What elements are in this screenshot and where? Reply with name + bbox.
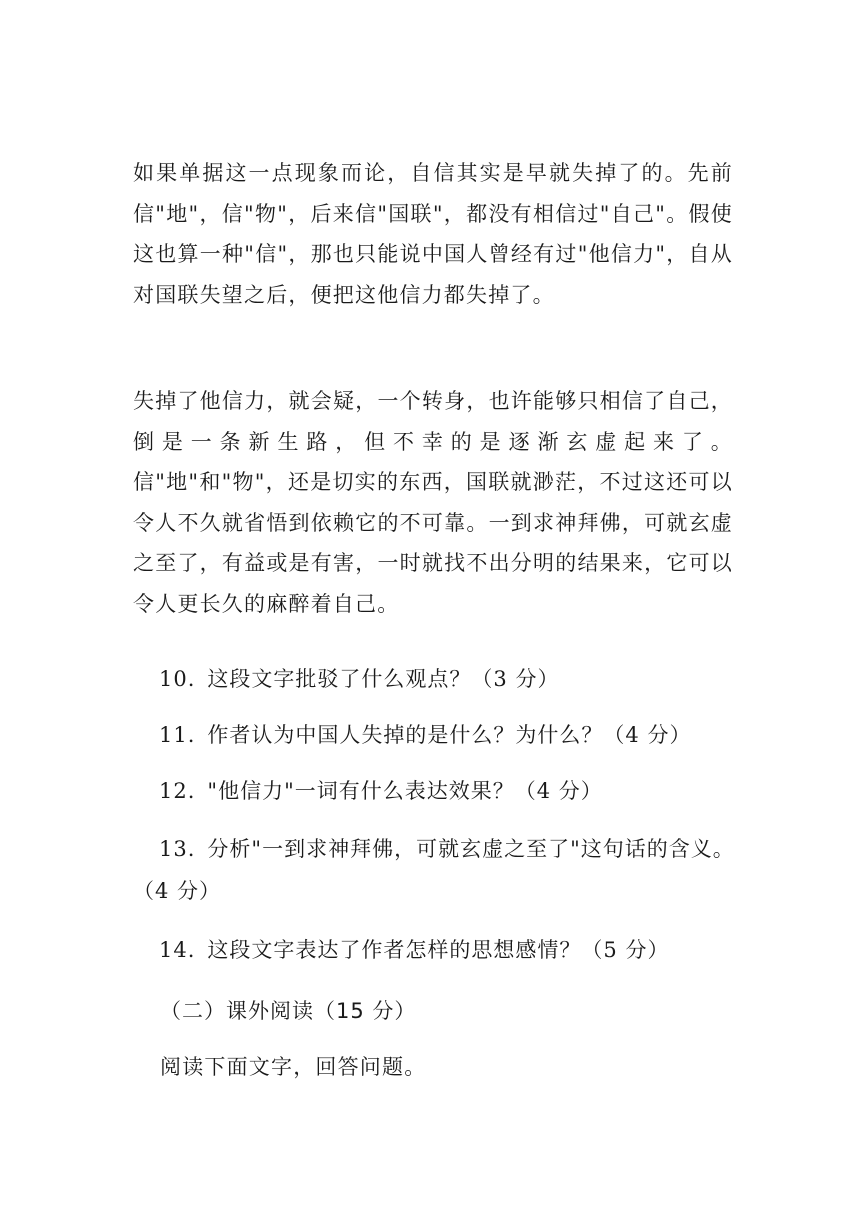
question-14 (133, 930, 753, 970)
question-text: 作者认为中国人失掉的是什么？为什么？（4 分） (207, 723, 692, 747)
question-text: 这段文字批驳了什么观点？（3 分） (207, 667, 560, 691)
question-number: 13. (159, 837, 196, 861)
passage-paragraph-1: 如果单据这一点现象而论，自信其实是早就失掉了的。先前信"地"，信"物"，后来信"国联"，都没有相信过"自己"。假使这也算一种"信"，那也只能说中国人曾经有过"他信力"，自从对国联失望之后，便把这他信力都失掉了。 (133, 161, 733, 307)
question-text: 这段文字表达了作者怎样的思想感情？（5 分） (207, 938, 670, 962)
question-11 (133, 715, 753, 755)
question-number: 11. (159, 723, 196, 747)
question-13 (133, 828, 753, 912)
question-number: 12. (159, 779, 196, 803)
passage-paragraph-2: 失掉了他信力，就会疑，一个转身，也许能够只相信了自己，倒是一条新生路，但不幸的是逐渐玄虚起来了。信"地"和"物"，还是切实的东西，国联就渺茫，不过这还可以令人不久就省悟到依赖它的不可靠。一到求神拜佛，可就玄虚之至了，有益或是有害，一时就找不出分明的结果来，它可以令人更长久的麻醉着自己。 (133, 389, 733, 616)
section-title: （二）课外阅读（15 分） (160, 999, 417, 1023)
reading-instruction: 阅读下面文字，回答问题。 (160, 1055, 427, 1079)
question-number: 14. (159, 938, 196, 962)
question-text: 分析"一到求神拜佛，可就玄虚之至了"这句话的含义。（4 分） (133, 837, 735, 903)
question-text: "他信力"一词有什么表达效果？（4 分） (207, 779, 603, 803)
question-number: 10. (159, 667, 196, 691)
question-10 (133, 659, 753, 699)
question-12 (133, 771, 753, 811)
